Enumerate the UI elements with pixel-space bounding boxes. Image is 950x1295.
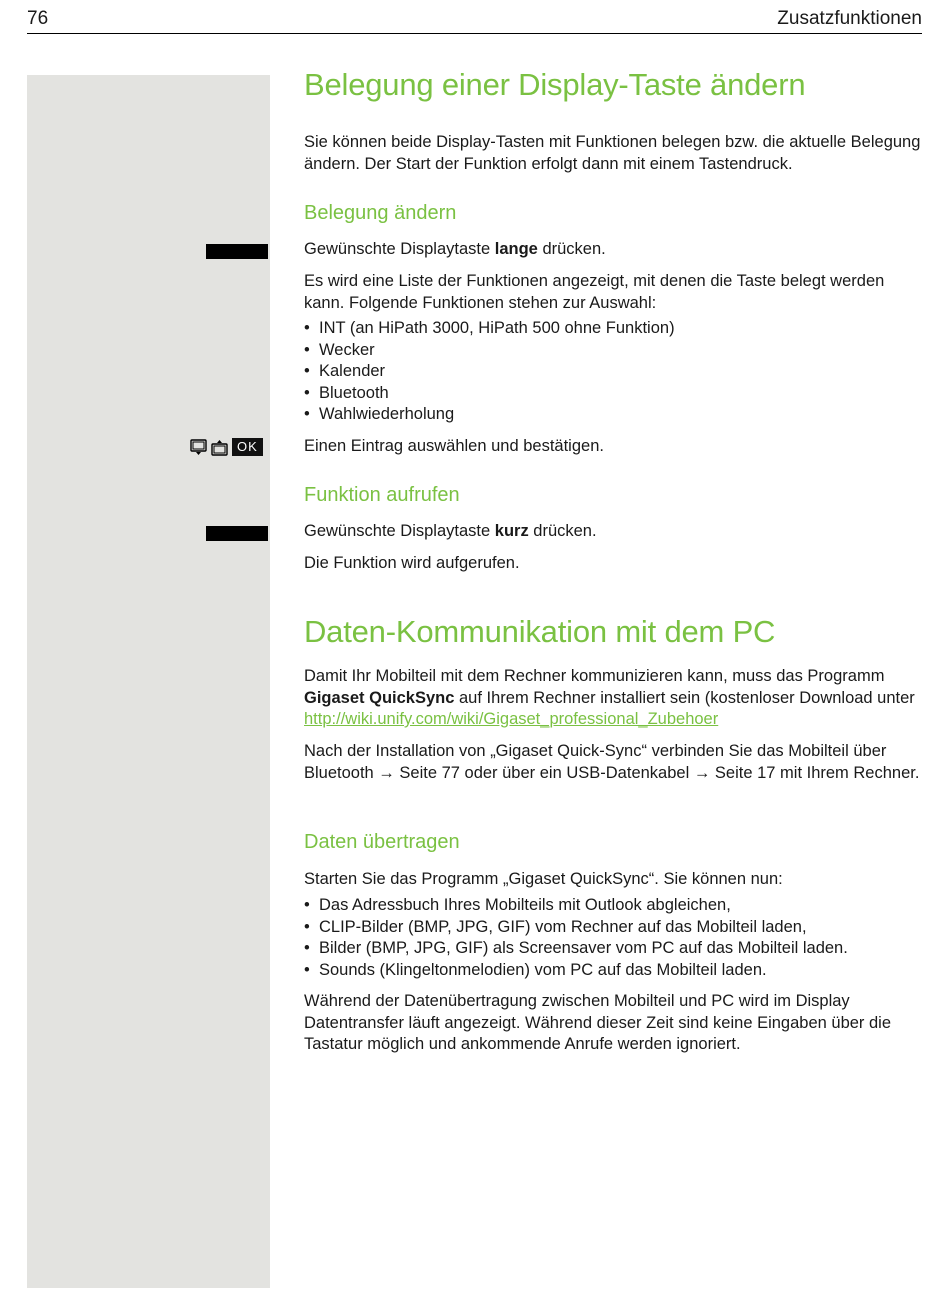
quicksync-paragraph: Damit Ihr Mobilteil mit dem Rechner kommunizieren kann, muss das Programm Gigaset QuickSync auf Ihrem Rechner installiert sein (kostenloser Download unter http://wiki.unify.com/wiki/Gigaset_professional_Zubehoer: [304, 667, 915, 728]
intro-paragraph: Sie können beide Display-Tasten mit Funktionen belegen bzw. die aktuelle Belegung ändern. Der Start der Funktion erfolgt dann mit einem Tastendruck.: [304, 133, 921, 173]
subsection-title: Belegung ändern: [304, 202, 457, 224]
list-item: • INT (an HiPath 3000, HiPath 500 ohne Funktion): [304, 318, 924, 340]
page-number: 76: [27, 8, 49, 29]
step-result: Die Funktion wird aufgerufen.: [304, 554, 520, 572]
subsection-title: Daten übertragen: [304, 831, 460, 853]
transfer-list: [304, 895, 924, 981]
display-key-long-icon: [206, 244, 268, 259]
section-display-key: [304, 67, 924, 103]
nav-down-icon: [190, 439, 207, 456]
section-title: Belegung einer Display-Taste ändern: [304, 67, 806, 102]
ok-key-icon: OK: [232, 438, 263, 456]
step-select-confirm: Einen Eintrag auswählen und bestätigen.: [304, 437, 604, 455]
download-link[interactable]: http://wiki.unify.com/wiki/Gigaset_professional_Zubehoer: [304, 710, 719, 728]
list-item: • Wecker: [304, 340, 924, 362]
section-data-communication: [304, 614, 924, 650]
list-item: • Wahlwiederholung: [304, 404, 924, 426]
nav-up-icon: [211, 439, 228, 456]
list-item: • Bluetooth: [304, 383, 924, 405]
list-item: • CLIP-Bilder (BMP, JPG, GIF) vom Rechner auf das Mobilteil laden,: [304, 917, 924, 939]
list-item: • Sounds (Klingeltonmelodien) vom PC auf das Mobilteil laden.: [304, 960, 924, 982]
page-header: [27, 6, 922, 34]
chapter-title: Zusatzfunktionen: [777, 8, 922, 29]
install-paragraph: Nach der Installation von „Gigaset Quick-Sync“ verbinden Sie das Mobilteil über Bluetooth → Seite 77 oder über ein USB-Datenkabel → Seite 17 mit Ihrem Rechner.: [304, 742, 920, 782]
list-item: • Das Adressbuch Ihres Mobilteils mit Outlook abgleichen,: [304, 895, 924, 917]
transfer-intro: Starten Sie das Programm „Gigaset QuickSync“. Sie können nun:: [304, 870, 783, 888]
section-title: Daten-Kommunikation mit dem PC: [304, 614, 776, 649]
list-item: • Kalender: [304, 361, 924, 383]
display-key-short-icon: [206, 526, 268, 541]
step-press-short: Gewünschte Displaytaste kurz drücken.: [304, 522, 597, 540]
transfer-closing: Während der Datenübertragung zwischen Mobilteil und PC wird im Display Datentransfer läuft angezeigt. Während dieser Zeit sind keine Eingaben über die Tastatur möglich und ankommende Anrufe werden ignoriert.: [304, 992, 892, 1053]
subsection-title: Funktion aufrufen: [304, 484, 460, 506]
function-list: [304, 318, 924, 426]
navigation-icons: [190, 437, 263, 457]
step-press-long: Gewünschte Displaytaste lange drücken.: [304, 240, 606, 258]
function-list-intro: Es wird eine Liste der Funktionen angezeigt, mit denen die Taste belegt werden kann. Folgende Funktionen stehen zur Auswahl:: [304, 272, 885, 312]
list-item: • Bilder (BMP, JPG, GIF) als Screensaver vom PC auf das Mobilteil laden.: [304, 938, 924, 960]
